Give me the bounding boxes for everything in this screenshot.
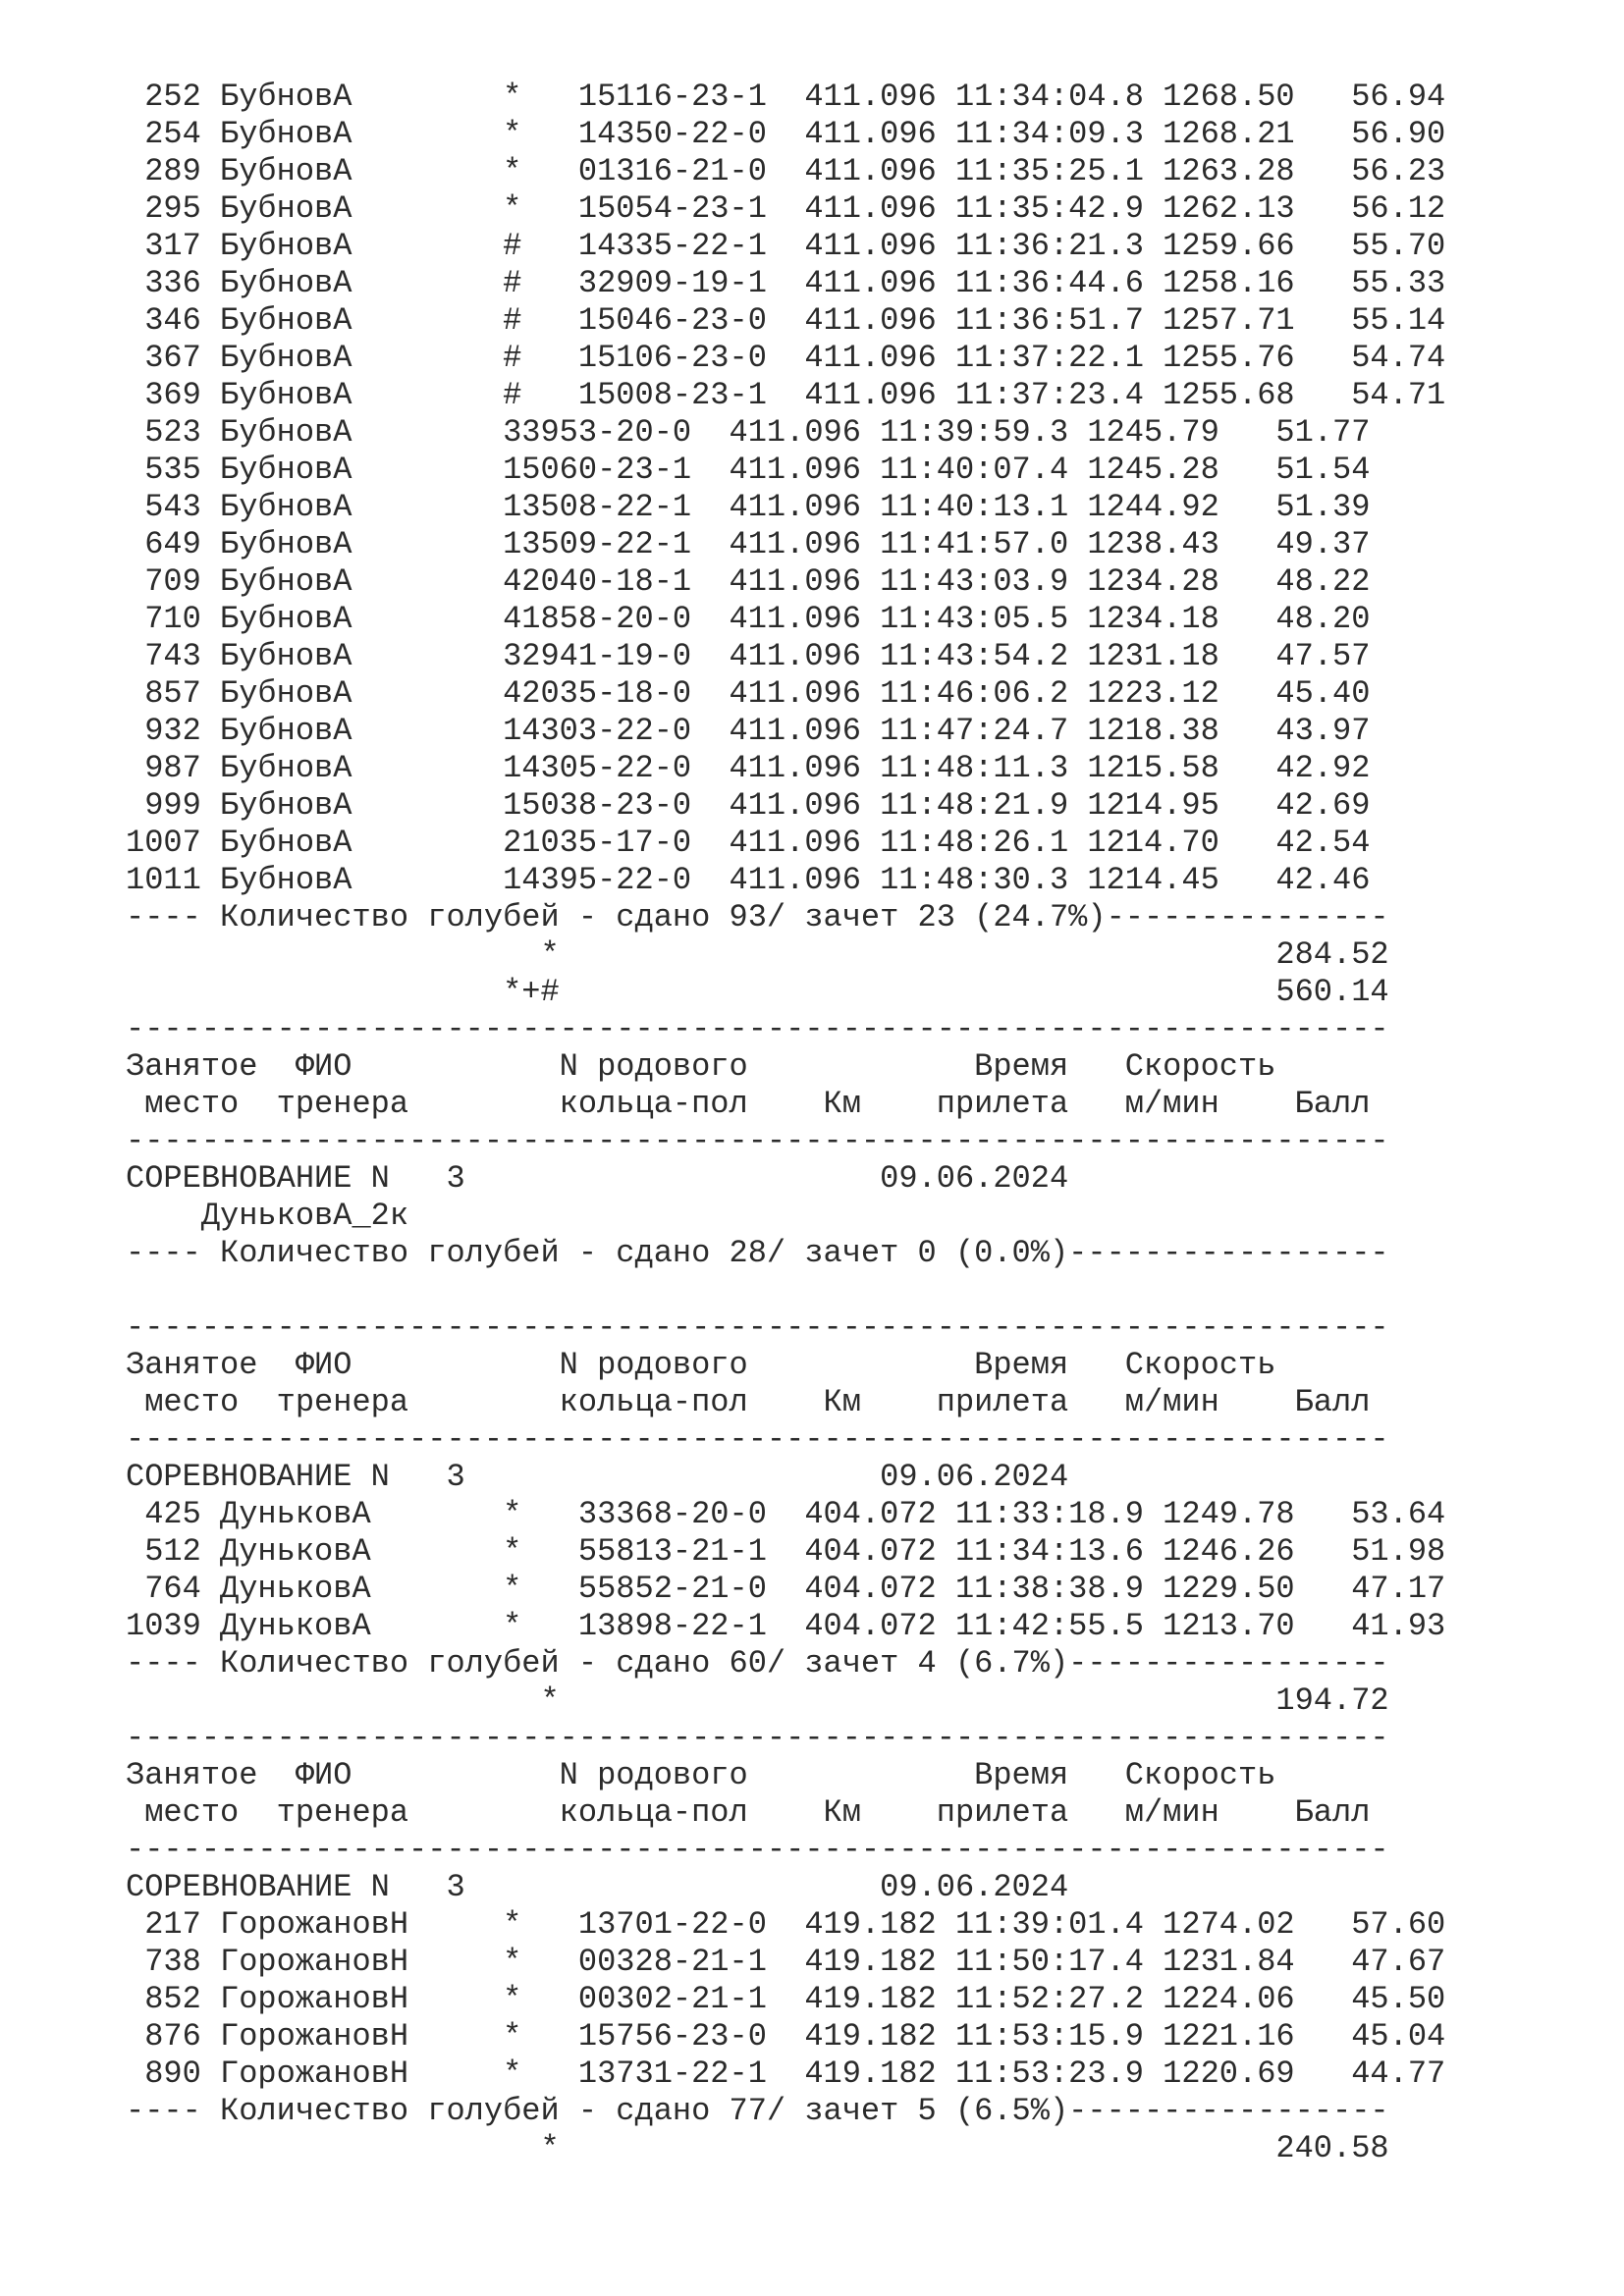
column-header: место тренера кольца-пол Км прилета м/мин Балл (144, 1794, 1371, 1831)
subtotal-line: *+# 560.14 (503, 974, 1389, 1010)
result-row: 367 БубновА # 15106-23-0 411.096 11:37:22.1 1255.76 54.74 (126, 340, 1446, 376)
result-row: 425 ДуньковА * 33368-20-0 404.072 11:33:18.9 1249.78 53.64 (126, 1496, 1446, 1532)
subtotal-line: * 240.58 (540, 2130, 1389, 2166)
competition-line: СОРЕВНОВАНИЕ N 3 09.06.2024 (126, 1160, 1069, 1197)
competition-line: СОРЕВНОВАНИЕ N 3 09.06.2024 (126, 1459, 1069, 1495)
result-row: 738 ГорожановН * 00328-21-1 419.182 11:50:17.4 1231.84 47.67 (126, 1944, 1446, 1980)
result-row: 254 БубновА * 14350-22-0 411.096 11:34:09.3 1268.21 56.90 (126, 116, 1446, 152)
separator: ------------------------------------------------------------------- (126, 1832, 1389, 1868)
result-row: 1007 БубновА 21035-17-0 411.096 11:48:26.1 1214.70 42.54 (126, 825, 1371, 861)
separator: ------------------------------------------------------------------- (126, 1123, 1389, 1159)
separator: ------------------------------------------------------------------- (126, 1720, 1389, 1756)
result-row: 649 БубновА 13509-22-1 411.096 11:41:57.0 1238.43 49.37 (126, 526, 1371, 562)
result-row: 252 БубновА * 15116-23-1 411.096 11:34:04.8 1268.50 56.94 (126, 79, 1446, 115)
subtotal-line: * 284.52 (540, 936, 1389, 973)
result-row: 289 БубновА * 01316-21-0 411.096 11:35:25.1 1263.28 56.23 (126, 153, 1446, 189)
result-row: 217 ГорожановН * 13701-22-0 419.182 11:39:01.4 1274.02 57.60 (126, 1906, 1446, 1943)
result-row: 987 БубновА 14305-22-0 411.096 11:48:11.3 1215.58 42.92 (126, 750, 1371, 786)
result-row: 346 БубновА # 15046-23-0 411.096 11:36:51.7 1257.71 55.14 (126, 302, 1446, 339)
result-row: 876 ГорожановН * 15756-23-0 419.182 11:53:15.9 1221.16 45.04 (126, 2018, 1446, 2055)
result-row: 764 ДуньковА * 55852-21-0 404.072 11:38:38.9 1229.50 47.17 (126, 1571, 1446, 1607)
blank-line (126, 1272, 1445, 1309)
result-row: 543 БубновА 13508-22-1 411.096 11:40:13.1 1244.92 51.39 (126, 489, 1371, 525)
column-header: место тренера кольца-пол Км прилета м/мин Балл (144, 1384, 1371, 1420)
result-row: 1011 БубновА 14395-22-0 411.096 11:48:30.3 1214.45 42.46 (126, 862, 1371, 898)
result-row: 1039 ДуньковА * 13898-22-1 404.072 11:42:55.5 1213.70 41.93 (126, 1608, 1446, 1644)
result-row: 317 БубновА # 14335-22-1 411.096 11:36:21.3 1259.66 55.70 (126, 228, 1446, 264)
separator: ------------------------------------------------------------------- (126, 1011, 1389, 1047)
result-row: 932 БубновА 14303-22-0 411.096 11:47:24.7 1218.38 43.97 (126, 713, 1371, 749)
count-line: ---- Количество голубей - сдано 28/ зачет 0 (0.0%)----------------- (126, 1235, 1389, 1271)
result-row: 295 БубновА * 15054-23-1 411.096 11:35:42.9 1262.13 56.12 (126, 190, 1446, 227)
result-row: 890 ГорожановН * 13731-22-1 419.182 11:53:23.9 1220.69 44.77 (126, 2056, 1446, 2092)
column-header: Занятое ФИО N родового Время Скорость (126, 1048, 1276, 1085)
separator: ------------------------------------------------------------------- (126, 1421, 1389, 1458)
result-row: 709 БубновА 42040-18-1 411.096 11:43:03.9 1234.28 48.22 (126, 563, 1371, 600)
count-line: ---- Количество голубей - сдано 93/ зачет 23 (24.7%)--------------- (126, 899, 1389, 935)
column-header: место тренера кольца-пол Км прилета м/мин Балл (144, 1086, 1371, 1122)
result-row: 523 БубновА 33953-20-0 411.096 11:39:59.3 1245.79 51.77 (126, 414, 1371, 451)
result-row: 535 БубновА 15060-23-1 411.096 11:40:07.4 1245.28 51.54 (126, 452, 1371, 488)
separator: ------------------------------------------------------------------- (126, 1309, 1389, 1346)
column-header: Занятое ФИО N родового Время Скорость (126, 1757, 1276, 1793)
count-line: ---- Количество голубей - сдано 60/ зачет 4 (6.7%)----------------- (126, 1645, 1389, 1682)
result-row: 852 ГорожановН * 00302-21-1 419.182 11:52:27.2 1224.06 45.50 (126, 1981, 1446, 2017)
result-row: 710 БубновА 41858-20-0 411.096 11:43:05.5 1234.18 48.20 (126, 601, 1371, 637)
column-header: Занятое ФИО N родового Время Скорость (126, 1347, 1276, 1383)
result-row: 512 ДуньковА * 55813-21-1 404.072 11:34:13.6 1246.26 51.98 (126, 1533, 1446, 1570)
trainer-name: ДуньковА_2к (200, 1198, 409, 1234)
competition-line: СОРЕВНОВАНИЕ N 3 09.06.2024 (126, 1869, 1069, 1905)
subtotal-line: * 194.72 (540, 1682, 1389, 1719)
result-row: 743 БубновА 32941-19-0 411.096 11:43:54.2 1231.18 47.57 (126, 638, 1371, 674)
result-row: 336 БубновА # 32909-19-1 411.096 11:36:44.6 1258.16 55.33 (126, 265, 1446, 301)
result-row: 857 БубновА 42035-18-0 411.096 11:46:06.2 1223.12 45.40 (126, 675, 1371, 712)
result-row: 999 БубновА 15038-23-0 411.096 11:48:21.9 1214.95 42.69 (126, 787, 1371, 824)
result-row: 369 БубновА # 15008-23-1 411.096 11:37:23.4 1255.68 54.71 (126, 377, 1446, 413)
count-line: ---- Количество голубей - сдано 77/ зачет 5 (6.5%)----------------- (126, 2093, 1389, 2129)
results-printout (126, 79, 1445, 2167)
